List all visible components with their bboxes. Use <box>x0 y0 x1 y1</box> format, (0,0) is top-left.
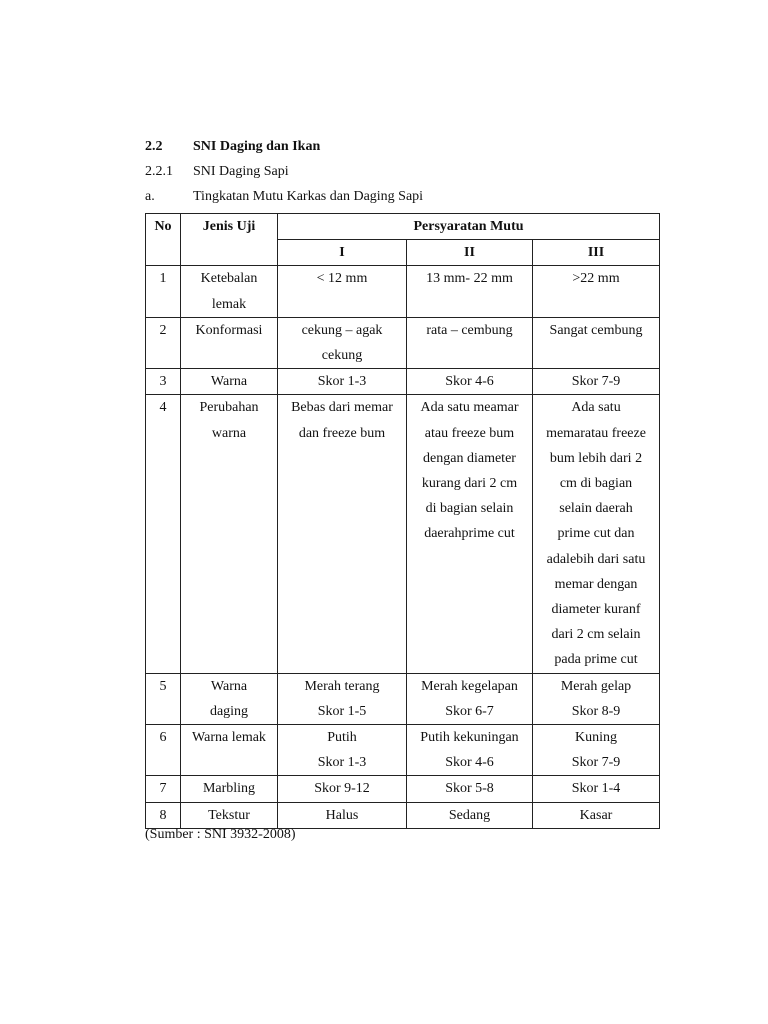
header-grade-i: I <box>278 240 407 266</box>
header-grade-ii: II <box>407 240 533 266</box>
list-item-heading <box>145 188 423 206</box>
table-cell-jenis: Marbling <box>181 776 278 802</box>
table-cell-no: 4 <box>146 395 181 673</box>
table-row <box>146 776 660 802</box>
table-cell-ii: Skor 4-6 <box>407 369 533 395</box>
table-cell-iii: >22 mm <box>533 266 660 317</box>
header-no: No <box>146 214 181 266</box>
table-cell-no: 2 <box>146 317 181 368</box>
table-cell-jenis: Warna lemak <box>181 725 278 776</box>
table-row <box>146 317 660 368</box>
table-cell-ii: Skor 5-8 <box>407 776 533 802</box>
table-row <box>146 673 660 724</box>
table-cell-ii: Merah kegelapan Skor 6-7 <box>407 673 533 724</box>
table-cell-jenis: Perubahan warna <box>181 395 278 673</box>
table-cell-jenis: Konformasi <box>181 317 278 368</box>
table-cell-ii: Sedang <box>407 802 533 828</box>
table-cell-i: Skor 9-12 <box>278 776 407 802</box>
table-cell-iii: Skor 7-9 <box>533 369 660 395</box>
table-cell-no: 8 <box>146 802 181 828</box>
quality-table <box>145 213 660 829</box>
section-number: 2.2 <box>145 139 163 154</box>
table-cell-i: cekung – agak cekung <box>278 317 407 368</box>
table-cell-ii: rata – cembung <box>407 317 533 368</box>
table-cell-jenis: Warna <box>181 369 278 395</box>
subsection-title: SNI Daging Sapi <box>193 164 289 179</box>
table-cell-ii: Ada satu meamar atau freeze bum dengan diameter kurang dari 2 cm di bagian selain daerahprime cut <box>407 395 533 673</box>
table-cell-iii: Kasar <box>533 802 660 828</box>
table-row <box>146 802 660 828</box>
source-note: (Sumber : SNI 3932-2008) <box>145 827 296 842</box>
subsection-heading <box>145 163 289 181</box>
table-cell-i: Putih Skor 1-3 <box>278 725 407 776</box>
table-cell-i: Merah terang Skor 1-5 <box>278 673 407 724</box>
subsection-number: 2.2.1 <box>145 164 173 179</box>
table-cell-ii: 13 mm- 22 mm <box>407 266 533 317</box>
table-cell-i: Halus <box>278 802 407 828</box>
table-cell-iii: Skor 1-4 <box>533 776 660 802</box>
table-row <box>146 369 660 395</box>
table-cell-iii: Ada satu memaratau freeze bum lebih dari 2 cm di bagian selain daerah prime cut dan adalebih dari satu memar dengan diameter kuranf dari 2 cm selain pada prime cut <box>533 395 660 673</box>
table-cell-iii: Sangat cembung <box>533 317 660 368</box>
table-cell-iii: Kuning Skor 7-9 <box>533 725 660 776</box>
table-body <box>146 266 660 828</box>
table-cell-jenis: Ketebalan lemak <box>181 266 278 317</box>
table-cell-i: < 12 mm <box>278 266 407 317</box>
table-cell-no: 1 <box>146 266 181 317</box>
table-cell-iii: Merah gelap Skor 8-9 <box>533 673 660 724</box>
table-cell-ii: Putih kekuningan Skor 4-6 <box>407 725 533 776</box>
list-item-title: Tingkatan Mutu Karkas dan Daging Sapi <box>193 189 424 204</box>
table-cell-jenis: Warna daging <box>181 673 278 724</box>
header-persyaratan-mutu: Persyaratan Mutu <box>278 214 660 240</box>
table-cell-i: Skor 1-3 <box>278 369 407 395</box>
header-jenis-uji: Jenis Uji <box>181 214 278 266</box>
table-cell-no: 6 <box>146 725 181 776</box>
table-cell-no: 5 <box>146 673 181 724</box>
section-title: SNI Daging dan Ikan <box>193 139 321 154</box>
table-cell-no: 7 <box>146 776 181 802</box>
table-row <box>146 266 660 317</box>
header-grade-iii: III <box>533 240 660 266</box>
list-item-label: a. <box>145 189 155 204</box>
table-cell-no: 3 <box>146 369 181 395</box>
table-row <box>146 725 660 776</box>
table-row <box>146 395 660 673</box>
table-cell-jenis: Tekstur <box>181 802 278 828</box>
table-cell-i: Bebas dari memar dan freeze bum <box>278 395 407 673</box>
section-heading <box>145 138 320 156</box>
